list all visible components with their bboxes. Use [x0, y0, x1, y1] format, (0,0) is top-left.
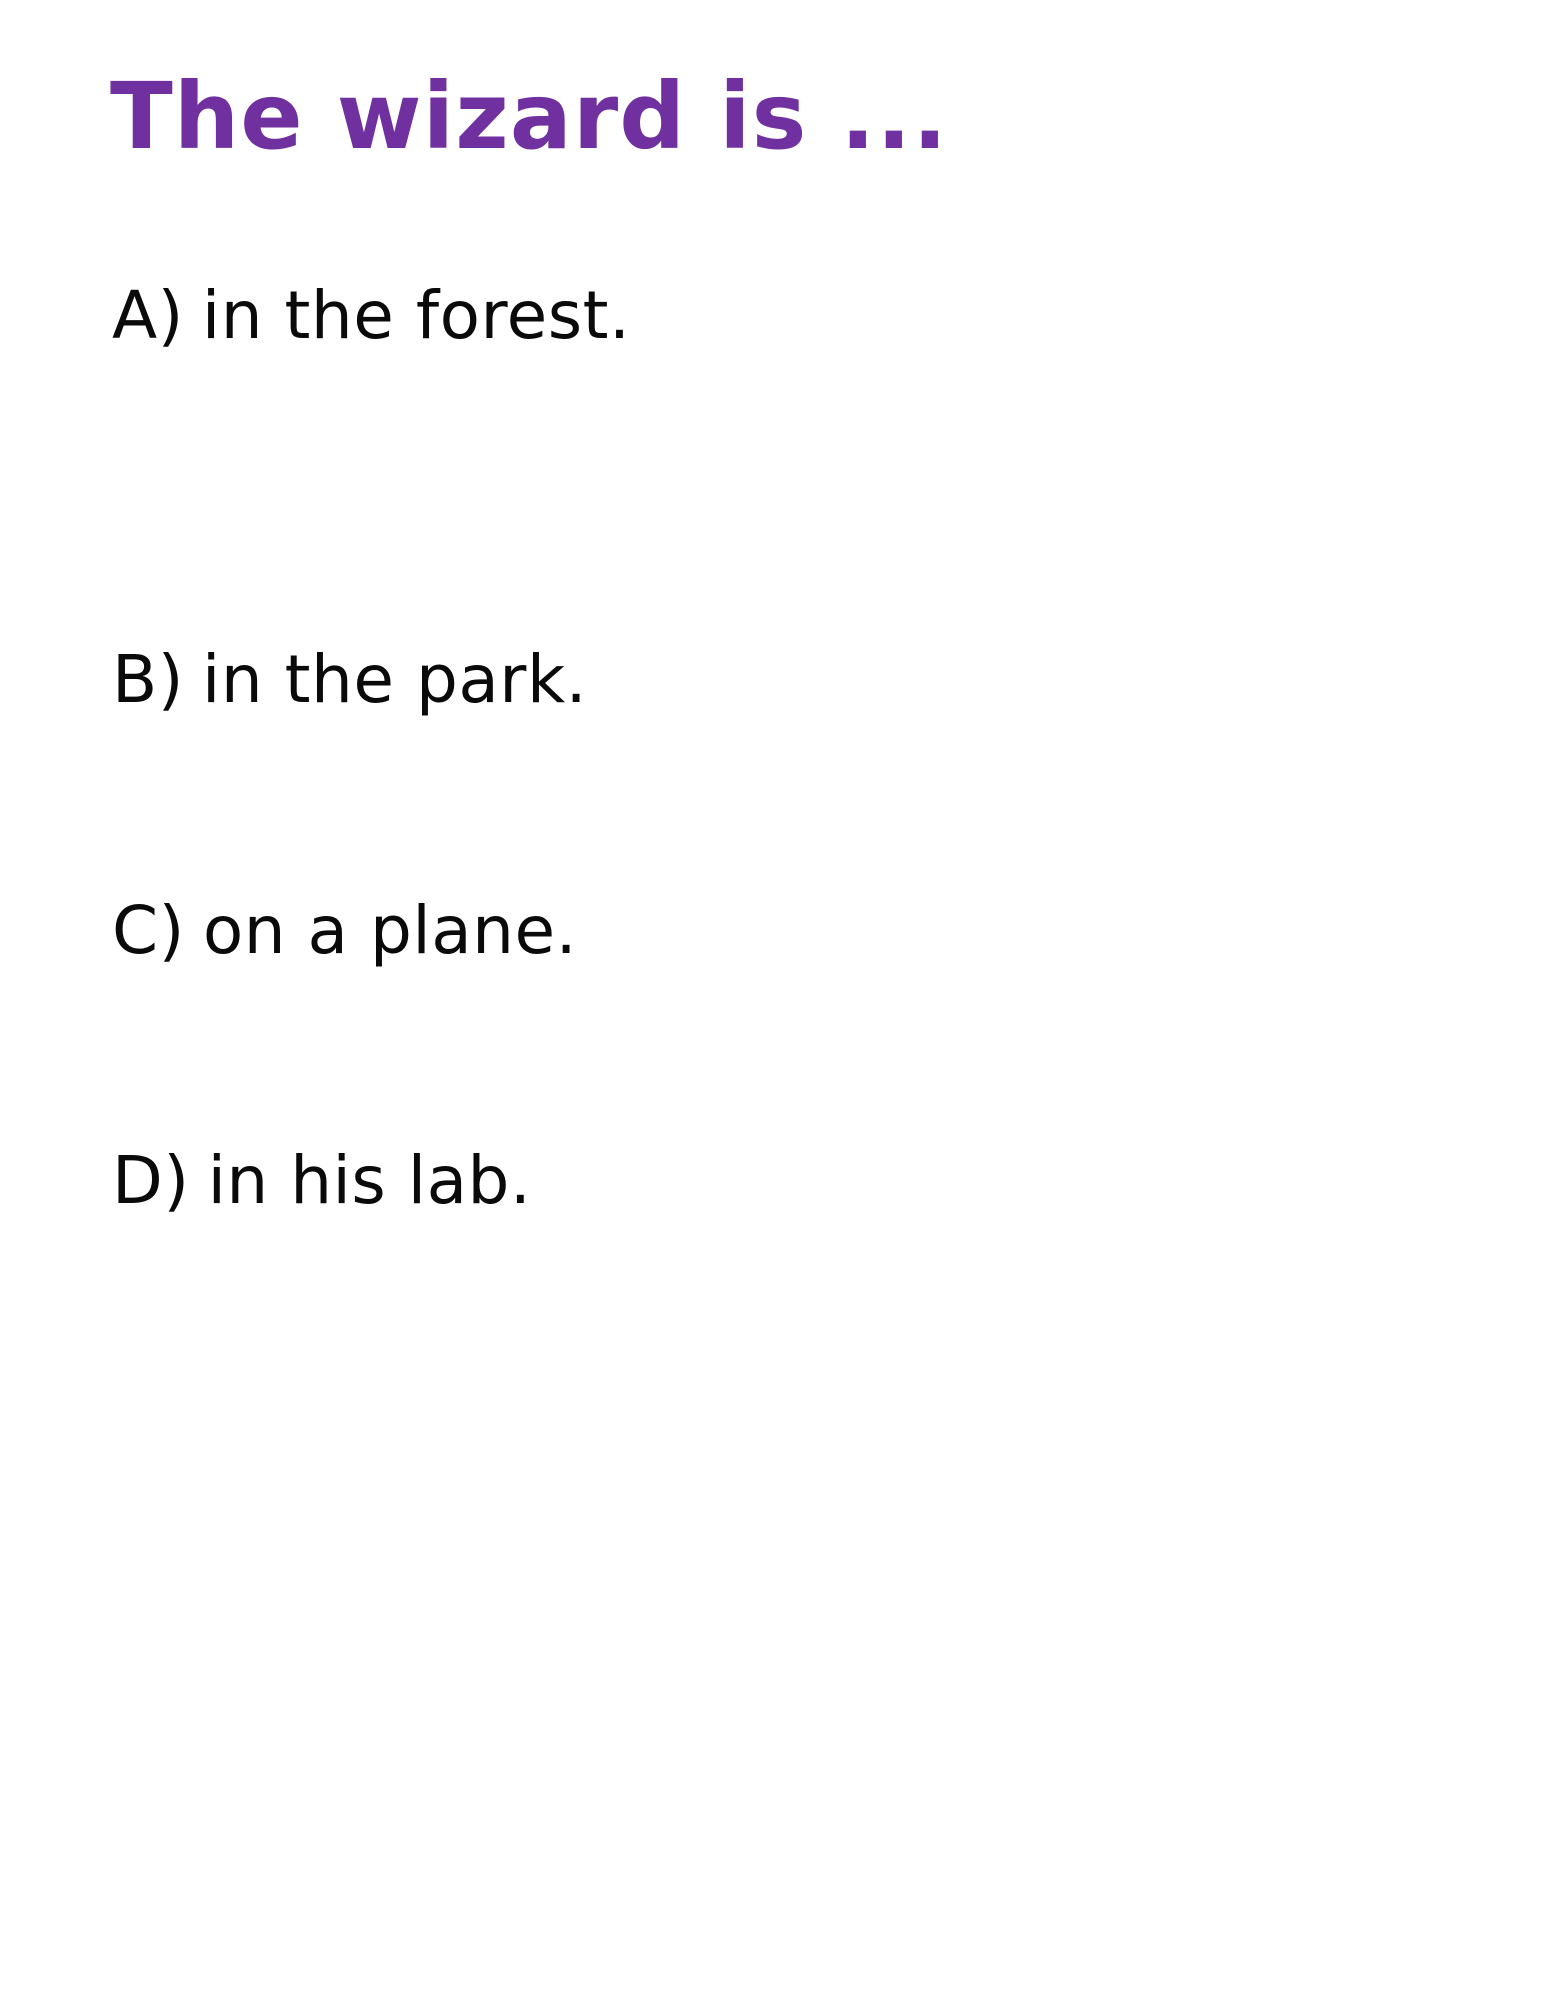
answer-option-c[interactable]	[112, 893, 577, 969]
option-letter: B)	[112, 641, 185, 718]
question-title: The wizard is ...	[110, 63, 949, 170]
option-text: in his lab.	[207, 1142, 532, 1219]
option-text: on a plane.	[202, 892, 578, 969]
option-text: in the forest.	[201, 277, 631, 354]
answer-option-a[interactable]	[112, 278, 631, 354]
option-text: in the park.	[202, 641, 588, 718]
answer-option-b[interactable]	[112, 642, 587, 718]
option-letter: C)	[112, 892, 185, 969]
option-letter: D)	[112, 1142, 190, 1219]
answer-option-d[interactable]	[112, 1143, 531, 1219]
option-letter: A)	[112, 277, 184, 354]
